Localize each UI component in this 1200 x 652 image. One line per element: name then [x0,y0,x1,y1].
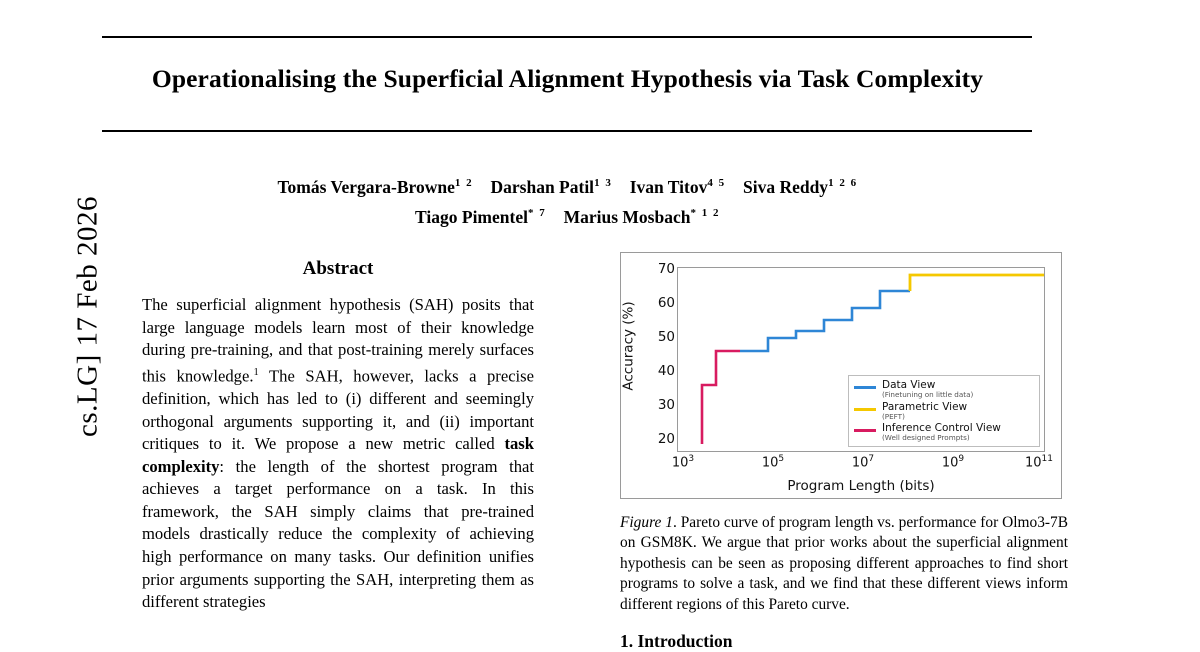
footnote-marker: 1 [253,366,259,378]
page-title: Operationalising the Superficial Alignment Hypothesis via Task Complexity [151,64,984,93]
author-affiliation-marker: 1 3 [594,177,613,189]
y-tick-label: 60 [657,295,675,311]
author-name: Darshan Patil [490,176,595,197]
title-rule-bottom [102,130,1032,132]
left-column [142,258,534,614]
metric-name: task complexity [142,434,534,476]
abstract-text [142,294,534,614]
y-tick-label: 30 [657,397,675,413]
legend-item-parametric-view [854,402,1034,421]
right-column [612,252,1067,652]
author-line-1 [100,170,1035,200]
legend-label: Inference Control View [882,422,1001,435]
section-heading-introduction: 1. Introduction [620,631,733,652]
author-affiliation-marker: 4 5 [707,177,726,189]
x-tick-label: $10^{11}$ [1025,454,1053,471]
legend-label: Data View [882,379,936,392]
figure-1 [620,252,1062,499]
x-tick-label: $10^5$ [761,454,785,471]
series-inference-control-view [702,351,740,444]
author-affiliation-marker: 1 2 6 [828,177,858,189]
arxiv-stamp: cs.LG] 17 Feb 2026 [71,196,104,437]
series-parametric-view [910,275,1044,291]
author-affiliation-marker: 1 2 [454,177,474,189]
legend-swatch-icon [854,429,876,432]
figure-caption [620,513,1068,615]
figure-number: Figure 1 [620,514,673,531]
author-name: Tiago Pimentel [415,206,528,227]
author-name: Siva Reddy [742,176,829,197]
author-name: Ivan Titov [629,176,708,197]
y-axis-label: Accuracy (%) [621,301,638,391]
x-tick-label: $10^7$ [851,454,875,471]
x-tick-label: $10^3$ [671,454,695,471]
legend-sublabel: (PEFT) [882,411,905,421]
y-tick-label: 50 [657,329,675,345]
author-list [100,170,1035,230]
y-tick-label: 20 [657,431,675,447]
abstract-sentence-3: : the length of the shortest program that achieves a target performance on a task. In this framework, the SAH simply claims that pre-trained models drastically reduce the complexity of achieving high performance on many tasks. Our definition unifies prior arguments supporting the SAH, interpreting them as different strategies [142,456,534,612]
legend-item-data-view [854,380,1034,399]
legend-swatch-icon [854,386,876,389]
figure-caption-text: . Pareto curve of program length vs. performance for Olmo3-7B on GSM8K. We argue that prior works about the superficial alignment hypothesis can be seen as proposing different approaches to find short programs to solve a task, and we find that these different views inform different regions of this Pareto curve. [620,514,1068,613]
author-affiliation-marker: * 1 2 [690,206,720,219]
legend-label: Parametric View [882,400,968,413]
abstract-sentence-1: The superficial alignment hypothesis (SAH) posits that large language models learn most of their knowledge during pre-training, and that post-training merely surfaces this knowledge. [142,295,534,386]
abstract-heading: Abstract [302,258,374,279]
author-name: Tomás Vergara-Browne [277,176,455,197]
x-axis-ticks [671,454,1053,474]
legend-swatch-icon [854,408,876,411]
paper-page [100,0,1100,652]
y-tick-label: 70 [657,261,675,277]
legend-sublabel: (Well designed Prompts) [882,433,970,443]
series-data-view [740,291,910,351]
x-axis-label: Program Length (bits) [787,478,935,494]
y-axis-ticks [635,253,675,498]
abstract-sentence-2: The SAH, however, lacks a precise definition, which has led to (i) different and seemingly orthogonal arguments supporting it, and (ii) important critiques to it. We propose a new metric called [142,366,534,454]
x-tick-label: $10^9$ [941,454,965,471]
title-rule-top [102,36,1032,38]
author-name: Marius Mosbach [563,206,691,227]
legend-sublabel: (Finetuning on little data) [882,390,974,400]
chart-legend [848,375,1040,447]
author-affiliation-marker: * 7 [527,206,547,219]
legend-item-inference-control-view [854,423,1034,442]
author-line-2 [100,200,1035,230]
y-tick-label: 40 [657,363,675,379]
plot-area [677,267,1045,452]
